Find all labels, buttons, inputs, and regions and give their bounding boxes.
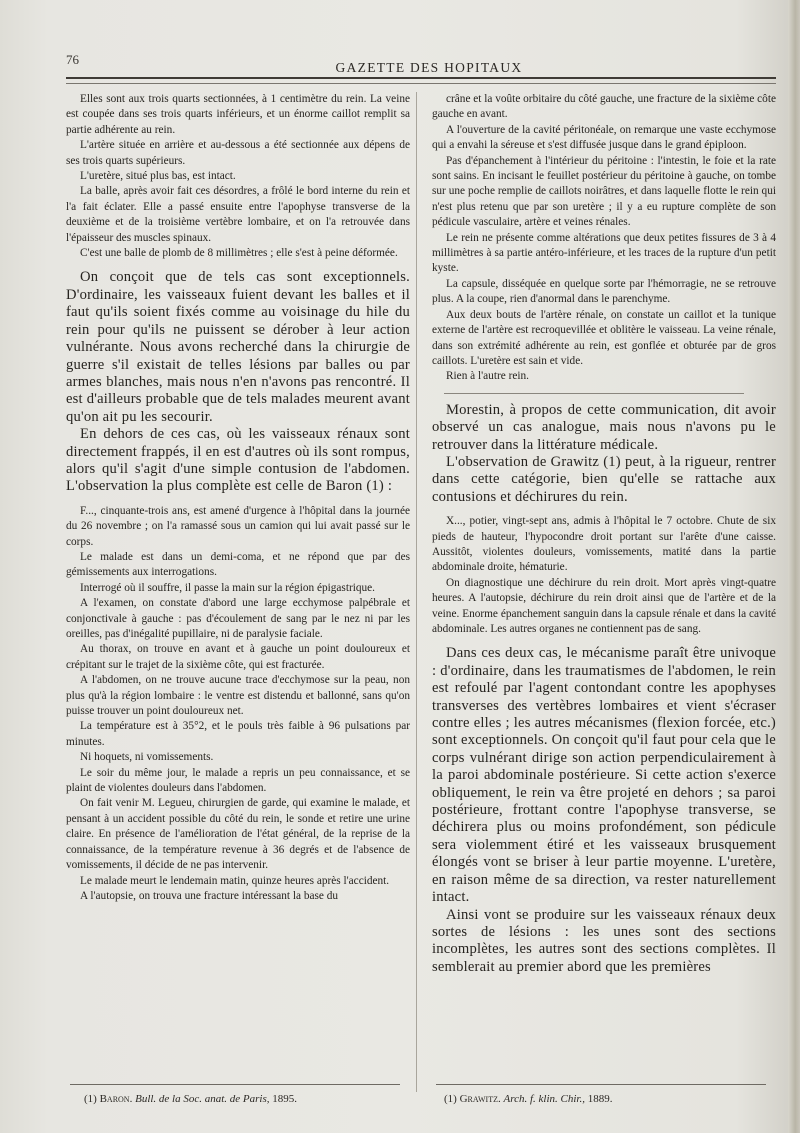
paragraph: Le malade est dans un demi-coma, et ne répond que par des gémissements aux interrogations. bbox=[66, 550, 410, 579]
paragraph: A l'abdomen, on ne trouve aucune trace d'ecchymose sur la peau, non plus qu'à la région lombaire : le ventre est distendu et ballonné, sans qu'on puisse trouver un point douloureux net. bbox=[66, 674, 410, 718]
paragraph: Le soir du même jour, le malade a repris un peu connaissance, et se plaint de violentes douleurs dans l'abdomen. bbox=[66, 766, 410, 795]
body-text bbox=[432, 402, 776, 506]
paragraph: On conçoit que de tels cas sont exceptionnels. D'ordinaire, les vaisseaux fuient devant les balles et il faut qu'ils soient fixés comme au voisinage du hile du rein pour qu'ils ne puissent se dérober à leur action vulnérante. Nous avons recherché dans la chirurgie de guerre s'il existait de telles lésions par balles ou par armes blanches, mais nous n'en n'avons pas rencontré. Il est d'ailleurs probable que de tels malades meurent avant qu'on ait pu les secourir. bbox=[66, 269, 410, 425]
right-column bbox=[432, 92, 776, 984]
paragraph: Ainsi vont se produire sur les vaisseaux rénaux deux sortes de lésions : les unes sont des sections incomplètes, les autres sont des sections complètes. Il semblerait au premier abord que les premières bbox=[432, 906, 776, 975]
footnote-left bbox=[84, 1093, 297, 1105]
paragraph: La balle, après avoir fait ces désordres, a frôlé le bord interne du rein et l'a fait éclater. Elle a passé ensuite entre l'apophyse transverse de la deuxième et de la troisième vertèbre lombaire, et on l'a retrouvée dans l'épaisseur des muscles spinaux. bbox=[66, 185, 410, 244]
paragraph: Le rein ne présente comme altérations que deux petites fissures de 3 à 4 millimètres à sa partie antéro-inférieure, et les traces de la rupture d'un petit kyste. bbox=[432, 231, 776, 275]
header-rule-thin bbox=[66, 83, 776, 84]
paragraph: L'artère située en arrière et au-dessous a été sectionnée aux dépens de ses trois quarts supérieurs. bbox=[66, 139, 410, 167]
footnote-right bbox=[444, 1093, 612, 1105]
footnote-reference: Arch. f. klin. Chir., bbox=[503, 1093, 585, 1105]
paragraph: Morestin, à propos de cette communication, dit avoir observé un cas analogue, mais nous n'avons pu le retrouver dans la littérature médicale. bbox=[432, 401, 776, 453]
paragraph: Dans ces deux cas, le mécanisme paraît être univoque : d'ordinaire, dans les traumatismes de l'abdomen, le rein est refoulé par l'agent contondant contre les apophyses transverses des vertèbres lombaires et vient s'écraser contre elles ; les autres mécanismes (flexion forcée, etc.) sont exceptionnels. On conçoit qu'il faut pour cela que le corps vulnérant dirige son action perpendiculairement à la paroi abdominale postérieure. Si cette action s'exerce obliquement, le rein va être projeté en dehors ; sa paroi postérieure, frottant contre l'apophyse transverse, se déchirera plus ou moins profondément, son pédicule sera violemment étiré et les vaisseaux brusquement élongés vont se briser à leur partie moyenne. L'uretère, en raison même de sa direction, va rester naturellement intact. bbox=[432, 645, 776, 906]
paragraph: Ni hoquets, ni vomissements. bbox=[80, 751, 214, 764]
paragraph: En dehors de ces cas, où les vaisseaux rénaux sont directement frappés, il en est d'autres où ils sont rompus, alors qu'il s'agit d'une simple contusion de l'abdomen. L'observation la plus complète est celle de Baron (1) : bbox=[66, 426, 410, 495]
paragraph: crâne et la voûte orbitaire du côté gauche, une fracture de la sixième côte gauche en avant. bbox=[432, 93, 776, 121]
header-rule bbox=[66, 77, 776, 79]
paragraph: On fait venir M. Legueu, chirurgien de garde, qui examine le malade, et pensant à un accident possible du côté du rein, le sonde et retire une urine claire. En présence de l'amélioration de l'état général, de la reprise de la connaissance, de la température revenue à 36 degrés et de l'absence de vomissements, il décide de ne pas intervenir. bbox=[66, 797, 410, 872]
paragraph: La capsule, disséquée en quelque sorte par l'hémorragie, ne se retrouve plus. A la coupe, rien d'anormal dans le parenchyme. bbox=[432, 277, 776, 306]
paragraph: A l'autopsie, on trouva une fracture intéressant la base du bbox=[80, 889, 339, 902]
paragraph: A l'examen, on constate d'abord une large ecchymose palpébrale et conjonctivale à gauche : pas d'écoulement de sang par le nez ni par les oreilles, pas d'inégalité pupillaire, ni de paralysie faciale. bbox=[66, 597, 410, 640]
footnote-year: 1895. bbox=[272, 1093, 298, 1105]
autopsy-text bbox=[432, 92, 776, 385]
paragraph: F..., cinquante-trois ans, est amené d'urgence à l'hôpital dans la journée du 26 novembre ; on l'a ramassé sous un camion qui lui avait passé sur le corps. bbox=[66, 504, 410, 548]
paragraph: Le malade meurt le lendemain matin, quinze heures après l'accident. bbox=[80, 874, 390, 887]
footnote-author: Baron. bbox=[99, 1093, 133, 1105]
paragraph: Pas d'épanchement à l'intérieur du péritoine : l'intestin, le foie et la rate sont sains. En incisant le feuillet postérieur du péritoine à gauche, on tombe sur une poche remplie de caillots noirâtres, et dans laquelle flotte le rein qui n'est plus retenu que par son uretère ; il y a eu rupture complète de son pédicule vasculaire, artère et veines rénales. bbox=[432, 154, 776, 229]
case-report-baron bbox=[66, 504, 410, 905]
paragraph: A l'ouverture de la cavité péritonéale, on remarque une vaste ecchymose qui a envahi la séreuse et s'est diffusée jusque dans le grand épiploon. bbox=[432, 123, 776, 152]
footnote-year: 1889. bbox=[587, 1093, 613, 1105]
left-column bbox=[66, 92, 410, 912]
column-divider bbox=[416, 92, 417, 1092]
paragraph: Interrogé où il souffre, il passe la main sur la région épigastrique. bbox=[80, 581, 375, 594]
paragraph: Elles sont aux trois quarts sectionnées, à 1 centimètre du rein. La veine est coupée dans ses trois quarts inférieurs, et un énorme caillot remplit sa partie adhérente au rein. bbox=[66, 93, 410, 136]
paragraph: Aux deux bouts de l'artère rénale, on constate un caillot et la tunique externe de l'artère est recroquevillée et oblitère le vaisseau. La veine rénale, dans son extrémité adhérente au rein, est gonflée et obturée par de gros caillots. L'uretère est sain et vide. bbox=[432, 308, 776, 367]
paragraph: L'uretère, situé plus bas, est intact. bbox=[80, 170, 236, 183]
body-text bbox=[66, 269, 410, 495]
footnote-reference: Bull. de la Soc. anat. de Paris, bbox=[135, 1093, 270, 1105]
section-separator bbox=[444, 393, 744, 394]
body-text bbox=[432, 645, 776, 976]
running-title: GAZETTE DES HOPITAUX bbox=[335, 60, 523, 75]
footnote-author: Grawitz. bbox=[459, 1093, 501, 1105]
footnote-number: (1) bbox=[84, 1093, 97, 1105]
case-text-continued bbox=[66, 92, 410, 261]
paragraph: La température est à 35°2, et le pouls très faible à 96 pulsations par minutes. bbox=[66, 720, 410, 748]
paragraph: Au thorax, on trouve en avant et à gauche un point douloureux et crépitant sur le trajet de la sixième côte, qui est fracturée. bbox=[66, 643, 410, 671]
paragraph: On diagnostique une déchirure du rein droit. Mort après vingt-quatre heures. A l'autopsie, déchirure du rein droit ainsi que de l'artère et de la veine. Enorme épanchement sanguin dans la capsule rénale et dans la cavité abdominale. Les autres organes ne contiennent pas de sang. bbox=[432, 576, 776, 635]
case-report-grawitz bbox=[432, 514, 776, 637]
paragraph: L'observation de Grawitz (1) peut, à la rigueur, rentrer dans cette catégorie, bien qu'elle se rattache aux contusions et déchirures du rein. bbox=[432, 453, 776, 505]
paragraph: Rien à l'autre rein. bbox=[446, 370, 529, 383]
paragraph: C'est une balle de plomb de 8 millimètres ; elle s'est à peine déformée. bbox=[80, 247, 398, 260]
footnote-number: (1) bbox=[444, 1093, 457, 1105]
page-number: 76 bbox=[66, 52, 79, 67]
footnote-rule bbox=[70, 1084, 400, 1085]
page-edge bbox=[788, 0, 800, 1133]
page-header bbox=[66, 52, 792, 78]
paragraph: X..., potier, vingt-sept ans, admis à l'hôpital le 7 octobre. Chute de six pieds de hauteur, l'hypocondre droit portant sur l'arête d'une caisse. Aussitôt, violentes douleurs, vomissements, matité dans la partie abdominale droite, hématurie. bbox=[432, 515, 776, 574]
footnote-rule bbox=[436, 1084, 766, 1085]
